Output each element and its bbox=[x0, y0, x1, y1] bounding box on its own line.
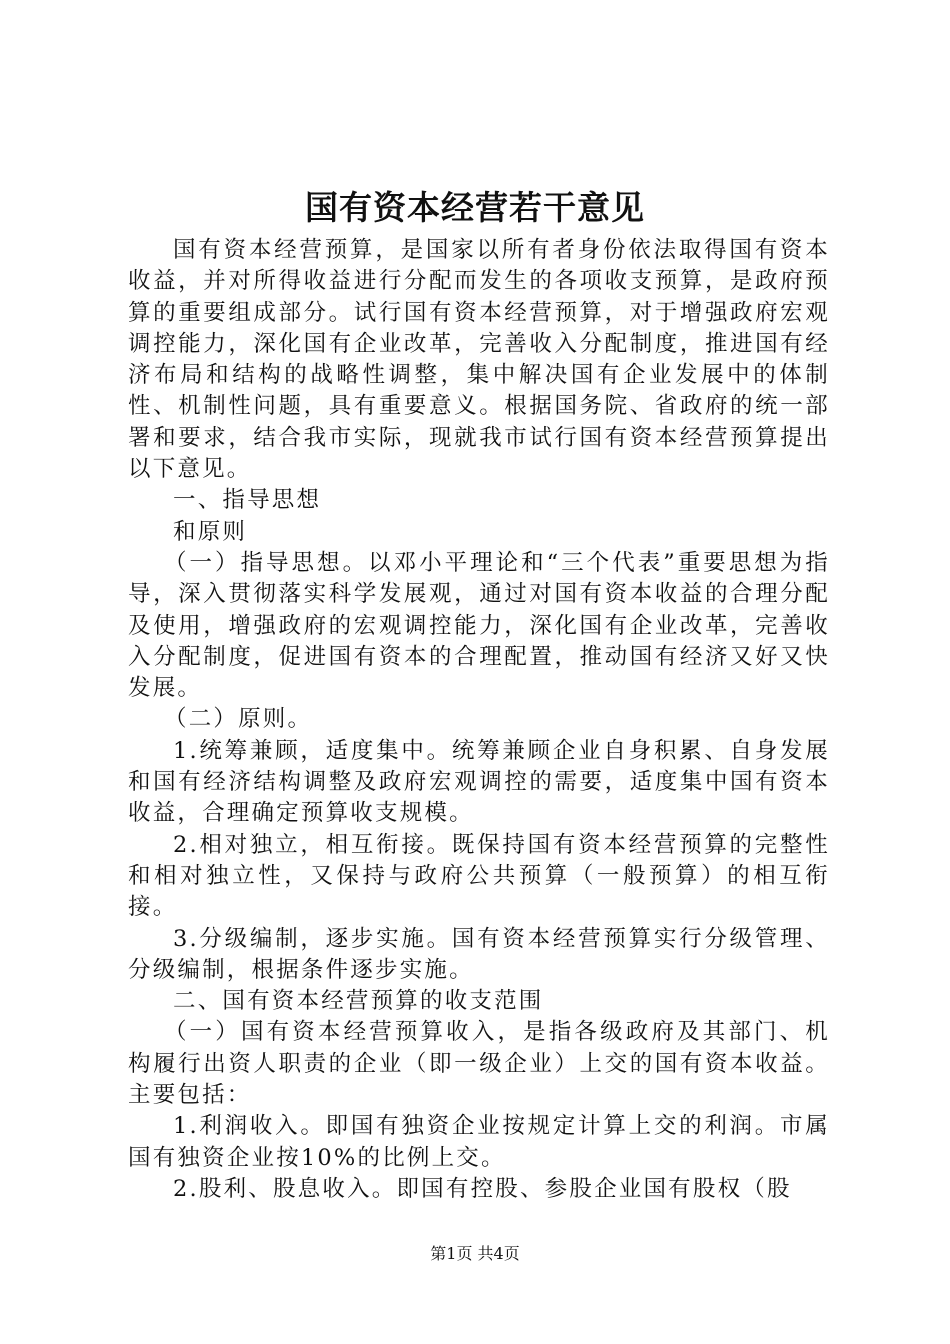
document-title: 国有资本经营若干意见 bbox=[305, 188, 645, 227]
paragraph-principle-1: 1.统筹兼顾，适度集中。统筹兼顾企业自身积累、自身发展和国有经济结构调整及政府宏观调控的需要，适度集中国有资本收益，合理确定预算收支规模。 bbox=[128, 737, 830, 827]
paragraph-dividend-income: 2.股利、股息收入。即国有控股、参股企业国有股权（股 bbox=[173, 1175, 792, 1202]
paragraph-principle-2: 2.相对独立，相互衔接。既保持国有资本经营预算的完整性和相对独立性，又保持与政府公共预算（一般预算）的相互衔接。 bbox=[128, 831, 830, 921]
paragraph-budget-income: （一）国有资本经营预算收入，是指各级政府及其部门、机构履行出资人职责的企业（即一级企业）上交的国有资本收益。主要包括： bbox=[128, 1019, 830, 1109]
heading-guiding-ideology: 一、指导思想 bbox=[173, 487, 322, 514]
paragraph-principle-3: 3.分级编制，逐步实施。国有资本经营预算实行分级管理、分级编制，根据条件逐步实施。 bbox=[128, 925, 830, 983]
page-footer: 第1页 共4页 bbox=[430, 1244, 520, 1263]
paragraph-intro: 国有资本经营预算，是国家以所有者身份依法取得国有资本收益，并对所得收益进行分配而发生的各项收支预算，是政府预算的重要组成部分。试行国有资本经营预算，对于增强政府宏观调控能力，深化国有企业改革，完善收入分配制度，推进国有经济布局和结构的战略性调整，集中解决国有企业发展中的体制性、机制性问题，具有重要意义。根据国务院、省政府的统一部署和要求，结合我市实际，现就我市试行国有资本经营预算提出以下意见。 bbox=[128, 237, 830, 483]
document-body bbox=[128, 235, 830, 1205]
paragraph-profit-income: 1.利润收入。即国有独资企业按规定计算上交的利润。市属国有独资企业按10%的比例上交。 bbox=[128, 1113, 830, 1171]
heading-budget-scope: 二、国有资本经营预算的收支范围 bbox=[173, 988, 544, 1015]
paragraph-guiding-ideology: （一）指导思想。以邓小平理论和“三个代表”重要思想为指导，深入贯彻落实科学发展观，通过对国有资本收益的合理分配及使用，增强政府的宏观调控能力，深化国有企业改革，完善收入分配制度，促进国有资本的合理配置，推动国有经济又好又快发展。 bbox=[128, 549, 830, 702]
heading-principles-continued: 和原则 bbox=[173, 518, 248, 545]
paragraph-principles-heading: （二）原则。 bbox=[164, 706, 313, 733]
